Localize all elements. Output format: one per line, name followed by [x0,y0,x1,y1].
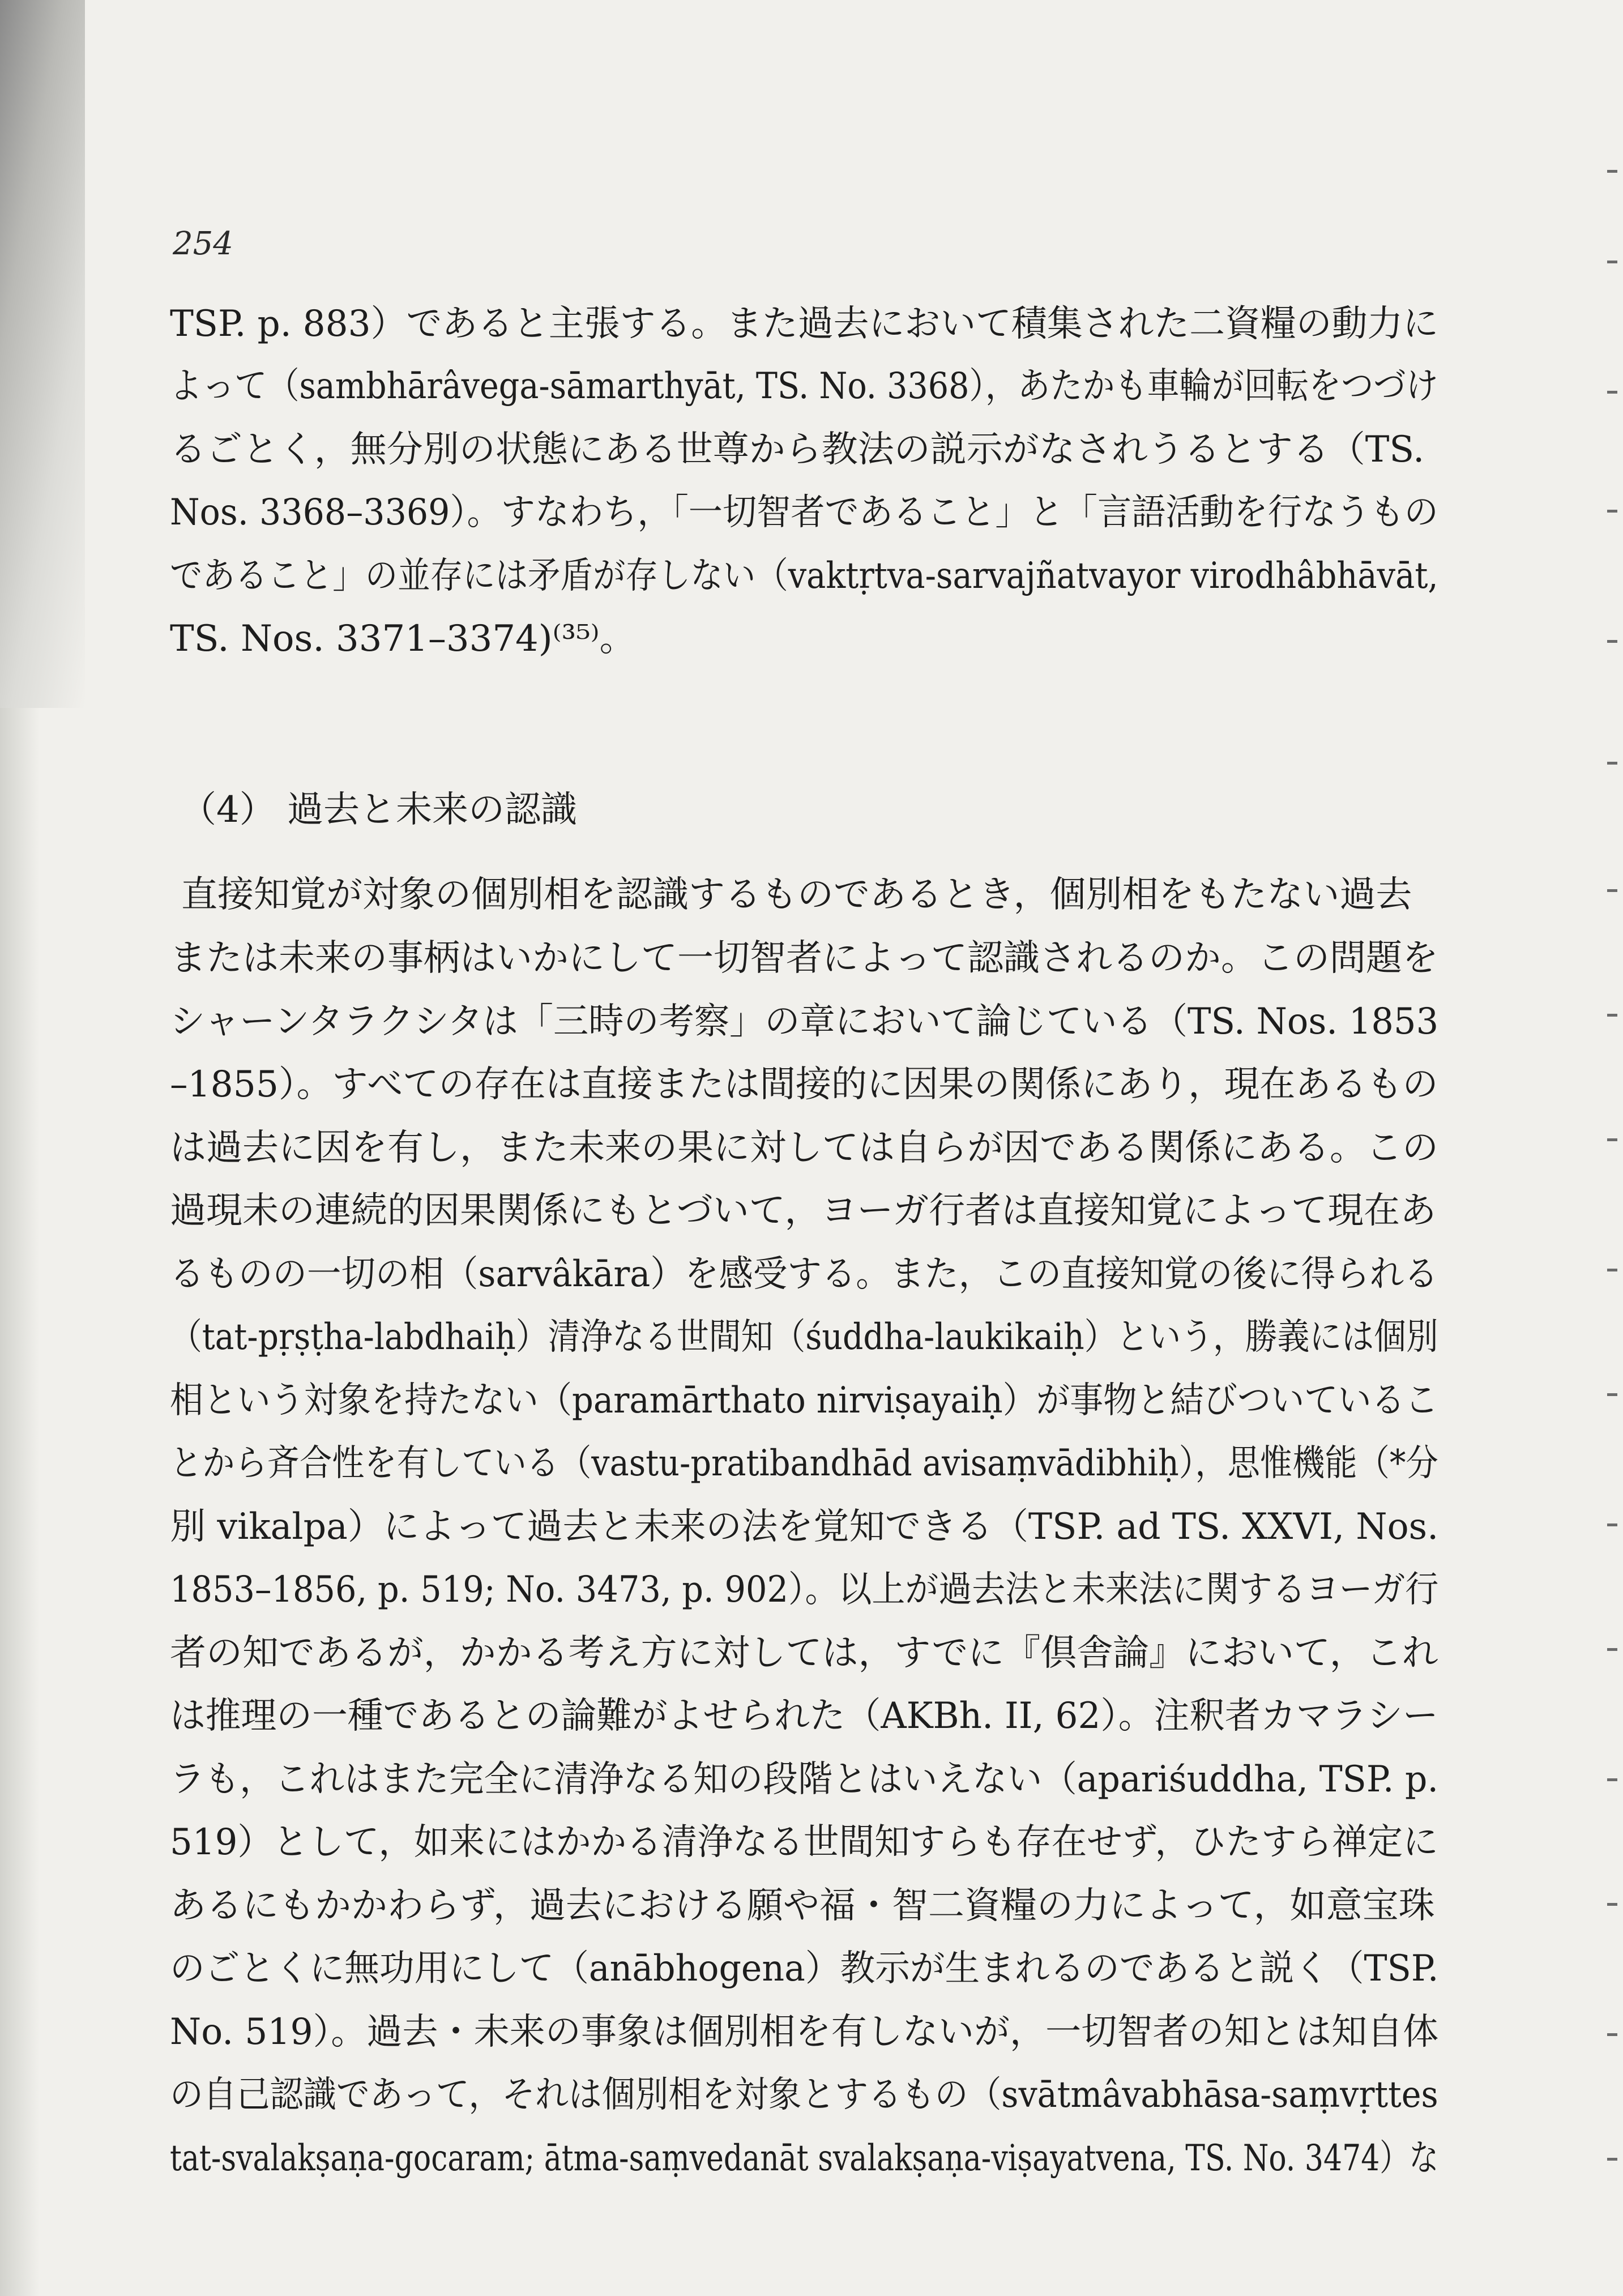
margin-mark [1607,762,1617,765]
text-line: よって（sambhārâvega-sāmarthyāt, TS. No. 3368），あたかも車輪が回転をつづけ [170,365,1438,407]
text-line: ラも，これはまた完全に清浄なる知の段階とはいえない（apariśuddha, TSP. p. [170,1759,1439,1800]
text-line: –1855）。すべての存在は直接または間接的に因果の関係にあり，現在あるもの [170,1064,1438,1106]
text-line: は過去に因を有し，また未来の果に対しては自らが因である関係にある。この [170,1127,1438,1169]
margin-mark [1607,2158,1617,2161]
text-line: TS. Nos. 3371–3374)⁽³⁵⁾。 [170,618,636,660]
margin-mark [1607,1014,1617,1017]
text-line: あるにもかかわらず，過去における願や福・智二資糧の力によって，如意宝珠 [170,1885,1435,1927]
text-line: 相という対象を持たない（paramārthato nirviṣayaiḥ）が事物と結びついているこ [170,1380,1438,1422]
margin-mark [1607,1269,1617,1271]
margin-mark [1607,640,1617,643]
margin-mark [1607,2033,1617,2036]
text-line: 過現未の連続的因果関係にもとづいて，ヨーガ行者は直接知覚によって現在あ [170,1190,1437,1232]
margin-mark [1607,1523,1617,1526]
margin-mark [1607,170,1617,173]
margin-mark [1607,1648,1617,1651]
text-line: であること」の並存には矛盾が存しない（vaktṛtva-sarvajñatvayor virodhâbhāvāt, [170,555,1438,597]
margin-mark [1607,1393,1617,1396]
page-number: 254 [173,225,233,262]
text-line: シャーンタラクシタは「三時の考察」の章において論じている（TS. Nos. 1853 [170,1001,1439,1043]
scan-shadow-lower [0,708,40,2296]
text-line: TSP. p. 883）であると主張する。また過去において積集された二資糧の動力に [170,303,1439,345]
text-line: るものの一切の相（sarvâkāra）を感受する。また，この直接知覚の後に得られる [170,1253,1438,1295]
margin-mark [1607,1778,1617,1781]
margin-mark [1607,889,1617,892]
margin-mark [1607,510,1617,513]
text-line: 者の知であるが，かかる考え方に対しては，すでに『倶舎論』において，これ [170,1632,1438,1674]
margin-mark [1607,1138,1617,1141]
text-line: のごとくに無功用にして（anābhogena）教示が生まれるのであると説く（TSP. [170,1948,1439,1990]
text-line: No. 519）。過去・未来の事象は個別相を有しないが，一切智者の知とは知自体 [170,2011,1439,2053]
text-line: は推理の一種であるとの論難がよせられた（AKBh. II, 62）。注釈者カマラシー [170,1695,1438,1737]
margin-mark [1607,1903,1617,1906]
text-line: の自己認識であって，それは個別相を対象とするもの（svātmâvabhāsa-saṃvṛttes [170,2074,1438,2116]
section-heading: （4） 過去と未来の認識 [180,789,578,831]
margin-mark [1607,261,1617,263]
text-line: 1853–1856, p. 519; No. 3473, p. 902）。以上が過去法と未来法に関するヨーガ行 [170,1569,1439,1611]
text-line: Nos. 3368–3369）。すなわち，「一切智者であること」と「言語活動を行なうもの [170,492,1438,534]
text-line: とから斉合性を有している（vastu-pratibandhād avisaṃvādibhiḥ），思惟機能（*分 [170,1443,1438,1484]
text-line: 別 vikalpa）によって過去と未来の法を覚知できる（TSP. ad TS. XXVI, Nos. [170,1506,1439,1548]
scan-shadow [0,0,85,708]
text-line: tat-svalakṣaṇa-gocaram; ātma-saṃvedanāt svalakṣaṇa-viṣayatvena, TS. No. 3474）な [170,2137,1439,2179]
text-line: （tat-pṛṣṭha-labdhaiḥ）清浄なる世間知（śuddha-laukikaiḥ）という，勝義には個別 [170,1316,1438,1358]
text-line: 直接知覚が対象の個別相を認識するものであるとき，個別相をもたない過去 [181,874,1412,916]
text-line: 519）として，如来にはかかる清浄なる世間知すらも存在せず，ひたすら禅定に [170,1821,1438,1863]
margin-mark [1607,391,1617,394]
text-line: または未来の事柄はいかにして一切智者によって認識されるのか。この問題を [170,937,1438,979]
text-line: るごとく，無分別の状態にある世尊から教法の説示がなされうるとする（TS. [170,429,1425,471]
